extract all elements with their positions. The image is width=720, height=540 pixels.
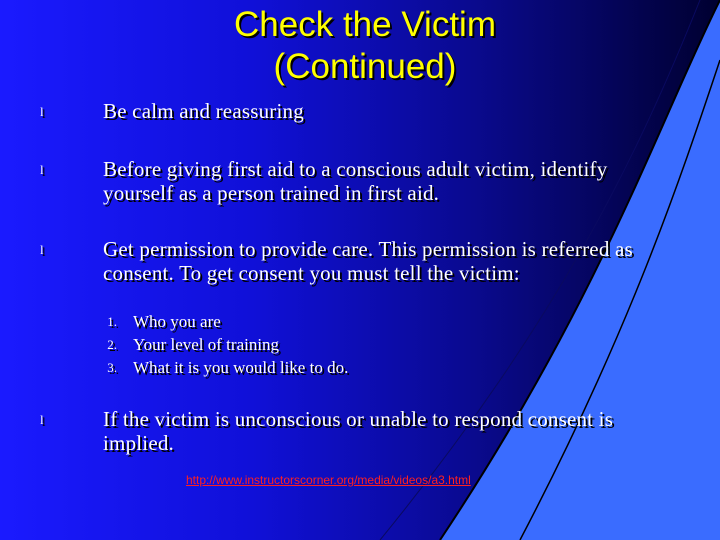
list-item-text: What it is you would like to do.: [133, 358, 349, 377]
list-number: 3.: [107, 360, 117, 375]
list-number: 1.: [107, 314, 117, 329]
title-line-2: (Continued): [273, 47, 457, 86]
bullet-text: Be calm and reassuring: [103, 99, 304, 123]
bullet-text: Get permission to provide care. This permission is referred as consent. To get consent you must tell the victim:: [103, 237, 633, 285]
title-line-1: Check the Victim: [234, 5, 496, 44]
bullet-dot-icon: l: [40, 242, 44, 257]
list-item-text: Who you are: [133, 312, 221, 331]
bullet-text: If the victim is unconscious or unable to respond consent is implied.: [103, 407, 614, 455]
bullet-dot-icon: l: [40, 104, 44, 119]
bullet-text: Before giving first aid to a conscious adult victim, identify yourself as a person trained in first aid.: [103, 157, 608, 205]
slide-title: [150, 4, 580, 88]
list-item-text: Your level of training: [133, 335, 280, 354]
bullet-dot-icon: l: [40, 412, 44, 427]
bullet-dot-icon: l: [40, 162, 44, 177]
list-number: 2.: [107, 337, 117, 352]
video-link[interactable]: http://www.instructorscorner.org/media/videos/a3.html: [186, 473, 471, 487]
